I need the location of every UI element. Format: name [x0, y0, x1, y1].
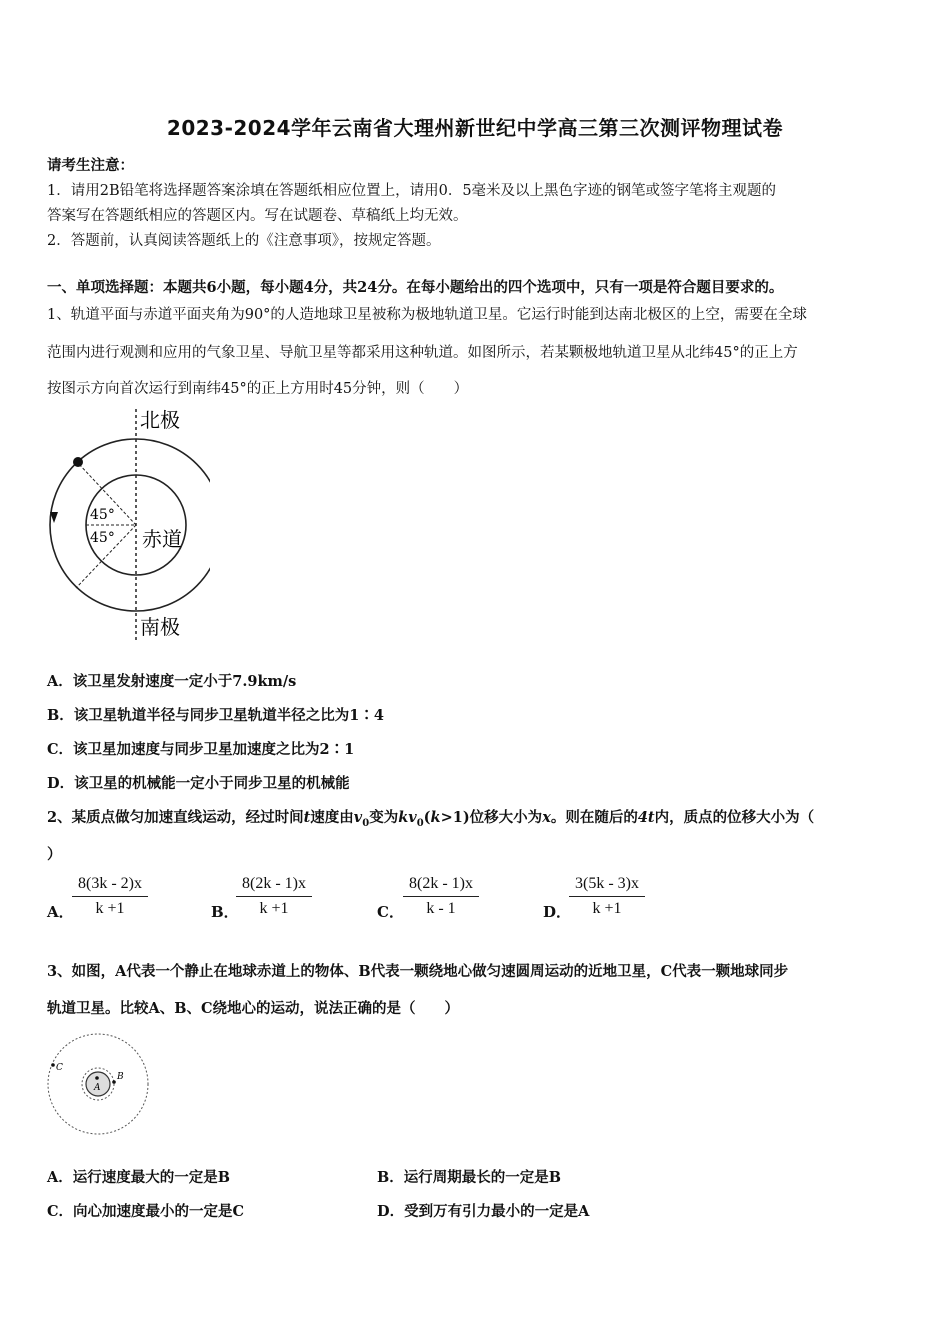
q2-text-mid1: 速度由 — [310, 809, 354, 826]
q2-text-pre: 2、某质点做匀加速直线运动，经过时间 — [47, 809, 304, 826]
q2-line-2: ） — [47, 846, 62, 863]
q3-line-2: 轨道卫星。比较A、B、C绕地心的运动，说法正确的是（ ） — [47, 1000, 460, 1017]
notice-line-1b: 答案写在答题纸相应的答题区内。写在试题卷、草稿纸上均无效。 — [47, 208, 468, 224]
satellite-b-dot — [112, 1080, 116, 1084]
q1-option-c: C．该卫星加速度与同步卫星加速度之比为2∶1 — [47, 741, 355, 758]
q1-line-2: 范围内进行观测和应用的气象卫星、导航卫星等都采用这种轨道。如图所示，若某颗极地轨道卫星从北纬45°的正上方 — [47, 345, 798, 361]
angle-north-label: 45° — [90, 507, 115, 523]
q2-option-d-fraction — [569, 875, 645, 918]
direction-arrow-icon — [50, 512, 58, 523]
q2-text-end: 内，质点的位移大小为（ — [654, 809, 815, 826]
q2-var-4t: 4t — [637, 809, 655, 826]
orbits-abc-figure — [44, 1030, 154, 1142]
q2-sub-0: 0 — [362, 817, 370, 829]
q2-var-k: k — [430, 809, 441, 826]
q1-option-a: A．该卫星发射速度一定小于7.9km/s — [47, 673, 297, 690]
q3-option-c: C．向心加速度最小的一定是C — [47, 1203, 245, 1220]
q2-line-1 — [47, 806, 814, 829]
q2-option-b-label: B． — [211, 903, 239, 921]
q2-option-c-fraction — [403, 875, 479, 918]
satellite-dot — [73, 457, 83, 467]
notice-line-1a: 1．请用2B铅笔将选择题答案涂填在答题纸相应位置上，请用0．5毫米及以上黑色字迹的钢笔或签字笔将主观题的 — [47, 183, 777, 199]
angle-south-label: 45° — [90, 530, 115, 546]
q3-option-d: D．受到万有引力最小的一定是A — [377, 1203, 590, 1220]
q3-option-a: A．运行速度最大的一定是B — [47, 1169, 231, 1186]
q2-option-d-numerator: 3(5k - 3)x — [569, 875, 645, 897]
q2-text-mid2: 变为 — [369, 809, 399, 826]
north-pole-label: 北极 — [140, 408, 180, 432]
q2-var-v0: v — [353, 809, 363, 826]
q2-option-d-label: D． — [543, 903, 572, 921]
label-c: C — [56, 1063, 63, 1073]
q2-option-b-numerator: 8(2k - 1)x — [236, 875, 312, 897]
q2-option-a-numerator: 8(3k - 2)x — [72, 875, 148, 897]
page-title: 2023-2024学年云南省大理州新世纪中学高三第三次测评物理试卷 — [166, 116, 784, 140]
label-a: A — [94, 1083, 101, 1093]
q1-option-b: B．该卫星轨道半径与同步卫星轨道半径之比为1∶4 — [47, 707, 384, 724]
q2-option-b-denominator: k +1 — [259, 900, 289, 917]
q2-option-a-label: A． — [47, 903, 74, 921]
q2-option-a-denominator: k +1 — [95, 900, 125, 917]
q2-text-mid5: 。则在随后的 — [550, 809, 638, 826]
notice-heading: 请考生注意： — [47, 157, 134, 174]
q2-option-d-denominator: k +1 — [592, 900, 622, 917]
q2-option-c-label: C． — [377, 903, 404, 921]
section-heading: 一、单项选择题：本题共6小题，每小题4分，共24分。在每小题给出的四个选项中，只有一项是符合题目要求的。 — [47, 279, 784, 296]
satellite-c-dot — [51, 1063, 55, 1067]
q3-option-b: B．运行周期最长的一定是B — [377, 1169, 562, 1186]
q2-text-mid3: ( — [423, 809, 431, 826]
q2-var-t: t — [303, 809, 311, 826]
q2-sub-0b: 0 — [416, 817, 424, 829]
notice-line-2: 2．答题前，认真阅读答题纸上的《注意事项》，按规定答题。 — [47, 233, 441, 249]
q2-option-b-fraction — [236, 875, 312, 918]
polar-orbit-figure — [40, 405, 210, 645]
south-pole-label: 南极 — [140, 615, 180, 639]
q2-var-kv: kv — [398, 809, 417, 826]
object-a-dot — [95, 1076, 99, 1080]
q2-text-mid4: >1)位移大小为 — [440, 809, 543, 826]
label-b: B — [117, 1072, 124, 1082]
q1-option-d: D．该卫星的机械能一定小于同步卫星的机械能 — [47, 775, 350, 792]
q1-line-3: 按图示方向首次运行到南纬45°的正上方用时45分钟，则（ ） — [47, 381, 469, 397]
q1-line-1: 1、轨道平面与赤道平面夹角为90°的人造地球卫星被称为极地轨道卫星。它运行时能到达南北极区的上空，需要在全球 — [47, 307, 807, 323]
q2-var-x: x — [542, 809, 551, 826]
q2-option-c-denominator: k - 1 — [426, 900, 456, 917]
q3-line-1: 3、如图，A代表一个静止在地球赤道上的物体、B代表一颗绕地心做匀速圆周运动的近地卫星，C代表一颗地球同步 — [47, 963, 789, 980]
q2-option-a-fraction — [72, 875, 148, 918]
q2-option-c-numerator: 8(2k - 1)x — [403, 875, 479, 897]
equator-label: 赤道 — [142, 527, 182, 551]
